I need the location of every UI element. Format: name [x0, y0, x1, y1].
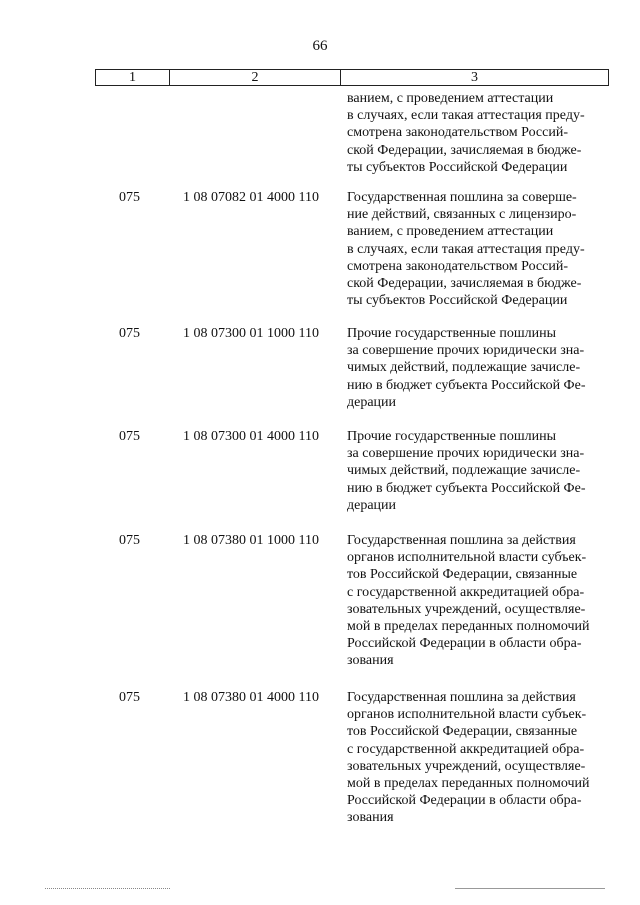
kbk-code: 1 08 07300 01 1000 110	[183, 326, 319, 341]
row-description	[347, 532, 617, 670]
desc-line: смотрена законодательством Россий-	[347, 125, 568, 141]
admin-code: 075	[119, 533, 140, 548]
desc-line: в случаях, если такая аттестация преду-	[347, 241, 585, 257]
desc-line: зовательных учреждений, осуществляе-	[347, 601, 586, 617]
desc-line: дерации	[347, 497, 397, 513]
admin-code: 075	[119, 190, 140, 205]
page-number: 66	[312, 38, 328, 54]
kbk-code: 1 08 07380 01 1000 110	[183, 533, 319, 548]
desc-line: Российской Федерации в области обра-	[347, 793, 582, 809]
desc-line: Государственная пошлина за соверше-	[347, 190, 577, 205]
desc-line: чимых действий, подлежащие зачисле-	[347, 463, 581, 479]
desc-line: органов исполнительной власти субъек-	[347, 707, 587, 723]
desc-line: ской Федерации, зачисляемая в бюдже-	[347, 276, 582, 292]
desc-line: за совершение прочих юридически зна-	[347, 446, 585, 462]
desc-line: дерации	[347, 394, 397, 410]
continuation-description	[347, 90, 617, 176]
footer-divider-right	[455, 888, 605, 889]
row-description	[347, 325, 617, 411]
admin-code: 075	[119, 429, 140, 444]
desc-line: ской Федерации, зачисляемая в бюдже-	[347, 142, 582, 158]
desc-line: ты субъектов Российской Федерации	[347, 159, 568, 175]
desc-line: мой в пределах переданных полномочий	[347, 776, 590, 792]
desc-line: Прочие государственные пошлины	[347, 326, 557, 341]
desc-line: органов исполнительной власти субъек-	[347, 550, 587, 566]
desc-line: Российской Федерации в области обра-	[347, 636, 582, 652]
desc-line: Государственная пошлина за действия	[347, 533, 576, 548]
header-col-2: 2	[170, 70, 341, 85]
desc-line: чимых действий, подлежащие зачисле-	[347, 360, 581, 376]
desc-line: мой в пределах переданных полномочий	[347, 619, 590, 635]
desc-line: смотрена законодательством Россий-	[347, 258, 568, 274]
admin-code: 075	[119, 690, 140, 705]
row-description	[347, 689, 617, 827]
kbk-code: 1 08 07082 01 4000 110	[183, 190, 319, 205]
desc-line: ванием, с проведением аттестации	[347, 91, 554, 106]
desc-line: ты субъектов Российской Федерации	[347, 293, 568, 309]
desc-line: тов Российской Федерации, связанные	[347, 724, 578, 740]
desc-line: зовательных учреждений, осуществляе-	[347, 758, 586, 774]
desc-line: за совершение прочих юридически зна-	[347, 343, 585, 359]
desc-line: в случаях, если такая аттестация преду-	[347, 108, 585, 124]
desc-line: с государственной аккредитацией обра-	[347, 584, 585, 600]
desc-line: нию в бюджет субъекта Российской Фе-	[347, 480, 586, 496]
desc-line: ние действий, связанных с лицензиро-	[347, 207, 577, 223]
desc-line: с государственной аккредитацией обра-	[347, 741, 585, 757]
kbk-code: 1 08 07300 01 4000 110	[183, 429, 319, 444]
desc-line: нию в бюджет субъекта Российской Фе-	[347, 377, 586, 393]
table-header	[95, 69, 609, 86]
admin-code: 075	[119, 326, 140, 341]
row-description	[347, 428, 617, 514]
desc-line: зования	[347, 810, 394, 826]
desc-line: Прочие государственные пошлины	[347, 429, 557, 444]
desc-line: ванием, с проведением аттестации	[347, 224, 554, 240]
header-col-3: 3	[471, 70, 478, 85]
kbk-code: 1 08 07380 01 4000 110	[183, 690, 319, 705]
header-col-1: 1	[96, 70, 170, 85]
desc-line: Государственная пошлина за действия	[347, 690, 576, 705]
row-description	[347, 189, 617, 309]
desc-line: зования	[347, 653, 394, 669]
footer-divider-left	[45, 888, 170, 889]
desc-line: тов Российской Федерации, связанные	[347, 567, 578, 583]
